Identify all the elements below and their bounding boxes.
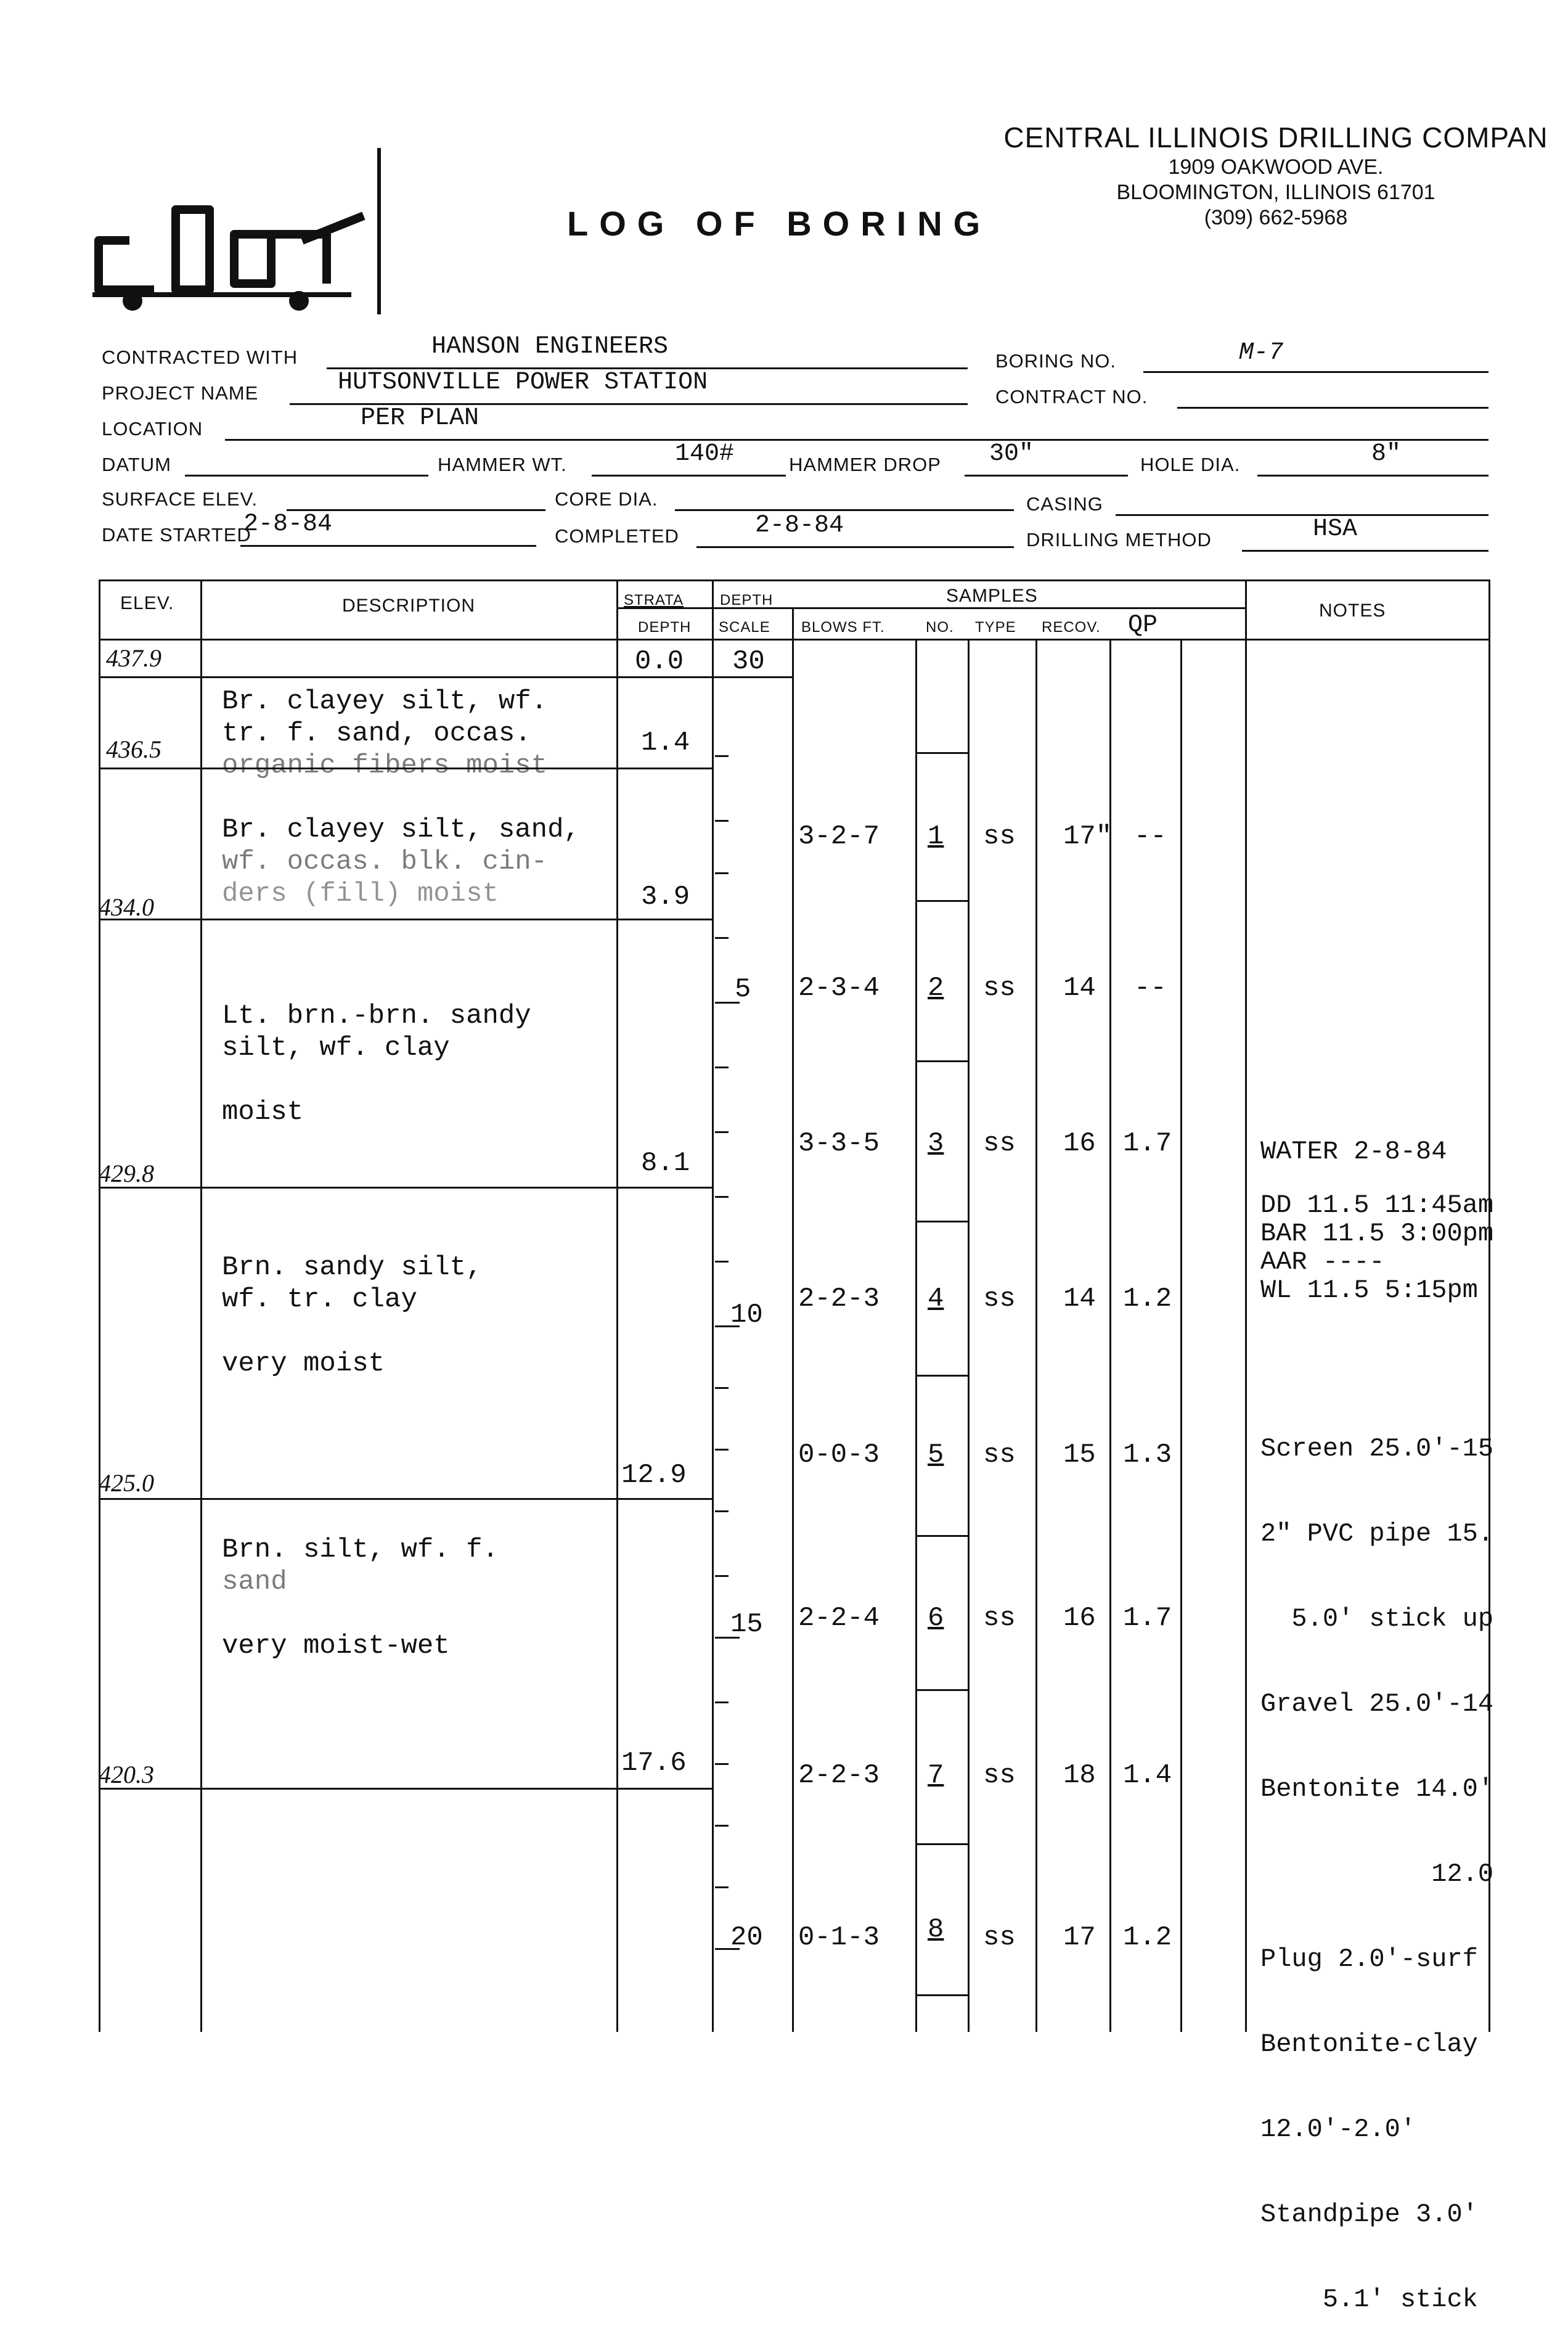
stratum-1-description: Br. clayey silt, wf. tr. f. sand, occas. organic fibers moist — [222, 686, 548, 781]
sample-1-type: ss — [983, 821, 1016, 852]
date-started-label: DATE STARTED — [102, 524, 251, 546]
sample-4-type: ss — [983, 1284, 1016, 1314]
col-header-elev: ELEV. — [120, 593, 174, 613]
sample-6-type: ss — [983, 1603, 1016, 1634]
col-header-qp: QP — [1128, 612, 1158, 639]
top-strata-depth: 0.0 — [635, 646, 684, 677]
surface-elev-label: SURFACE ELEV. — [102, 488, 258, 510]
col-header-strata: STRATA — [624, 592, 684, 608]
top-elev: 437.9 — [106, 644, 161, 672]
sample-5-no: 5 — [928, 1439, 944, 1470]
sample-4-recov: 14 — [1063, 1284, 1096, 1314]
sample-8-no: 8 — [928, 1914, 944, 1945]
sample-6-no: 6 — [928, 1603, 944, 1634]
core-dia-label: CORE DIA. — [555, 488, 658, 510]
top-depth-scale: 30 — [732, 646, 765, 677]
stratum-2-description: Br. clayey silt, sand, wf. occas. blk. cin- ders (fill) moist — [222, 814, 580, 909]
stratum-3-elev: 429.8 — [99, 1160, 154, 1187]
sample-1-blows: 3-2-7 — [798, 821, 880, 852]
company-address: 1909 OAKWOOD AVE. — [1168, 155, 1384, 179]
stratum-5-elev: 420.3 — [99, 1761, 154, 1788]
sample-3-recov: 16 — [1063, 1128, 1096, 1159]
sample-7-recov: 18 — [1063, 1760, 1096, 1791]
project-name-value: HUTSONVILLE POWER STATION — [338, 369, 708, 396]
location-value: PER PLAN — [361, 404, 480, 432]
date-started-value: 2-8-84 — [243, 510, 333, 538]
hammer-drop-label: HAMMER DROP — [789, 454, 941, 475]
sample-4-qp: 1.2 — [1123, 1284, 1172, 1314]
page-title: LOG OF BORING — [567, 204, 992, 243]
stratum-4-description: Brn. sandy silt, wf. tr. clay very moist — [222, 1252, 483, 1379]
col-header-recov: RECOV. — [1042, 619, 1101, 636]
col-header-depth: DEPTH — [720, 592, 774, 608]
stratum-4-elev: 425.0 — [99, 1469, 154, 1497]
sample-7-type: ss — [983, 1760, 1016, 1791]
col-header-notes: NOTES — [1319, 600, 1386, 621]
sample-6-recov: 16 — [1063, 1603, 1096, 1634]
stratum-3-description: Lt. brn.-brn. sandy silt, wf. clay moist — [222, 1001, 531, 1128]
notes-block-well-construction: Screen 25.0'-15 2" PVC pipe 15. 5.0' stick up Gravel 25.0'-14 Bentonite 14.0' 12.0 Plug 2.0'-surf Bentonite-clay 12.0'-2.0' Standpipe 3.0' 5.1' stick — [1260, 1434, 1494, 2314]
sample-6-qp: 1.7 — [1123, 1603, 1172, 1634]
sample-2-qp: -- — [1134, 973, 1167, 1004]
boring-no-label: BORING NO. — [995, 350, 1117, 372]
sample-3-no: 3 — [928, 1128, 944, 1159]
stratum-3-depth: 8.1 — [641, 1148, 690, 1179]
project-name-label: PROJECT NAME — [102, 382, 259, 404]
col-header-samples: SAMPLES — [946, 586, 1038, 606]
stratum-2-depth: 3.9 — [641, 882, 690, 912]
col-header-strata-depth: DEPTH — [638, 619, 692, 636]
completed-value: 2-8-84 — [755, 512, 844, 539]
casing-label: CASING — [1026, 493, 1103, 515]
contracted-with-label: CONTRACTED WITH — [102, 346, 298, 368]
col-header-blows-ft: BLOWS FT. — [801, 619, 885, 636]
sample-7-qp: 1.4 — [1123, 1760, 1172, 1791]
datum-label: DATUM — [102, 454, 171, 475]
sample-8-qp: 1.2 — [1123, 1922, 1172, 1953]
stratum-5-description: Brn. silt, wf. f. sand very moist-wet — [222, 1534, 499, 1661]
stratum-2-elev: 434.0 — [99, 893, 154, 921]
company-info — [986, 121, 1566, 231]
sample-2-no: 2 — [928, 973, 944, 1004]
sample-3-qp: 1.7 — [1123, 1128, 1172, 1159]
col-header-type: TYPE — [975, 619, 1016, 636]
stratum-5-depth: 17.6 — [621, 1748, 687, 1779]
sample-1-recov: 17" — [1063, 821, 1113, 852]
depth-mark-5: 5 — [735, 974, 751, 1005]
sample-3-blows: 3-3-5 — [798, 1128, 880, 1159]
sample-4-blows: 2-2-3 — [798, 1284, 880, 1314]
hole-dia-label: HOLE DIA. — [1140, 454, 1241, 475]
drilling-method-label: DRILLING METHOD — [1026, 529, 1212, 551]
stratum-1-elev: 436.5 — [106, 735, 161, 763]
company-city: BLOOMINGTON, ILLINOIS 61701 — [1116, 180, 1435, 204]
hammer-wt-value: 140# — [675, 440, 735, 468]
drill-rig-truck-logo-icon — [92, 142, 388, 314]
sample-2-type: ss — [983, 973, 1016, 1004]
location-label: LOCATION — [102, 418, 203, 440]
company-phone: (309) 662-5968 — [1204, 205, 1348, 229]
company-name: CENTRAL ILLINOIS DRILLING COMPAN — [1003, 121, 1548, 154]
sample-4-no: 4 — [928, 1284, 944, 1314]
sample-5-qp: 1.3 — [1123, 1439, 1172, 1470]
sample-8-recov: 17 — [1063, 1922, 1096, 1953]
notes-water-header: WATER 2-8-84 — [1260, 1137, 1447, 1166]
sample-7-blows: 2-2-3 — [798, 1760, 880, 1791]
stratum-4-depth: 12.9 — [621, 1460, 687, 1491]
col-header-scale: SCALE — [719, 619, 770, 636]
sample-3-type: ss — [983, 1128, 1016, 1159]
sample-5-blows: 0-0-3 — [798, 1439, 880, 1470]
sample-8-type: ss — [983, 1922, 1016, 1953]
sample-8-blows: 0-1-3 — [798, 1922, 880, 1953]
depth-mark-10: 10 — [730, 1300, 763, 1330]
contracted-with-value: HANSON ENGINEERS — [431, 333, 669, 361]
sample-5-type: ss — [983, 1439, 1016, 1470]
sample-6-blows: 2-2-4 — [798, 1603, 880, 1634]
col-header-description: DESCRIPTION — [342, 596, 476, 616]
company-logo — [92, 142, 388, 314]
sample-1-no: 1 — [928, 821, 944, 852]
hole-dia-value: 8" — [1371, 440, 1402, 468]
sample-5-recov: 15 — [1063, 1439, 1096, 1470]
depth-mark-15: 15 — [730, 1609, 763, 1640]
depth-mark-20: 20 — [730, 1922, 763, 1953]
boring-no-value: M-7 — [1239, 339, 1284, 367]
sample-7-no: 7 — [928, 1760, 944, 1791]
hammer-wt-label: HAMMER WT. — [438, 454, 567, 475]
hammer-drop-value: 30" — [989, 440, 1034, 468]
notes-block-water-levels: DD 11.5 11:45am BAR 11.5 3:00pm AAR ---- WL 11.5 5:15pm — [1260, 1191, 1494, 1304]
sample-2-recov: 14 — [1063, 973, 1096, 1004]
col-header-no: NO. — [926, 619, 954, 636]
contract-no-label: CONTRACT NO. — [995, 386, 1148, 407]
completed-label: COMPLETED — [555, 525, 679, 547]
stratum-1-depth: 1.4 — [641, 727, 690, 758]
drilling-method-value: HSA — [1313, 515, 1358, 543]
sample-2-blows: 2-3-4 — [798, 973, 880, 1004]
sample-1-qp: -- — [1134, 821, 1167, 852]
